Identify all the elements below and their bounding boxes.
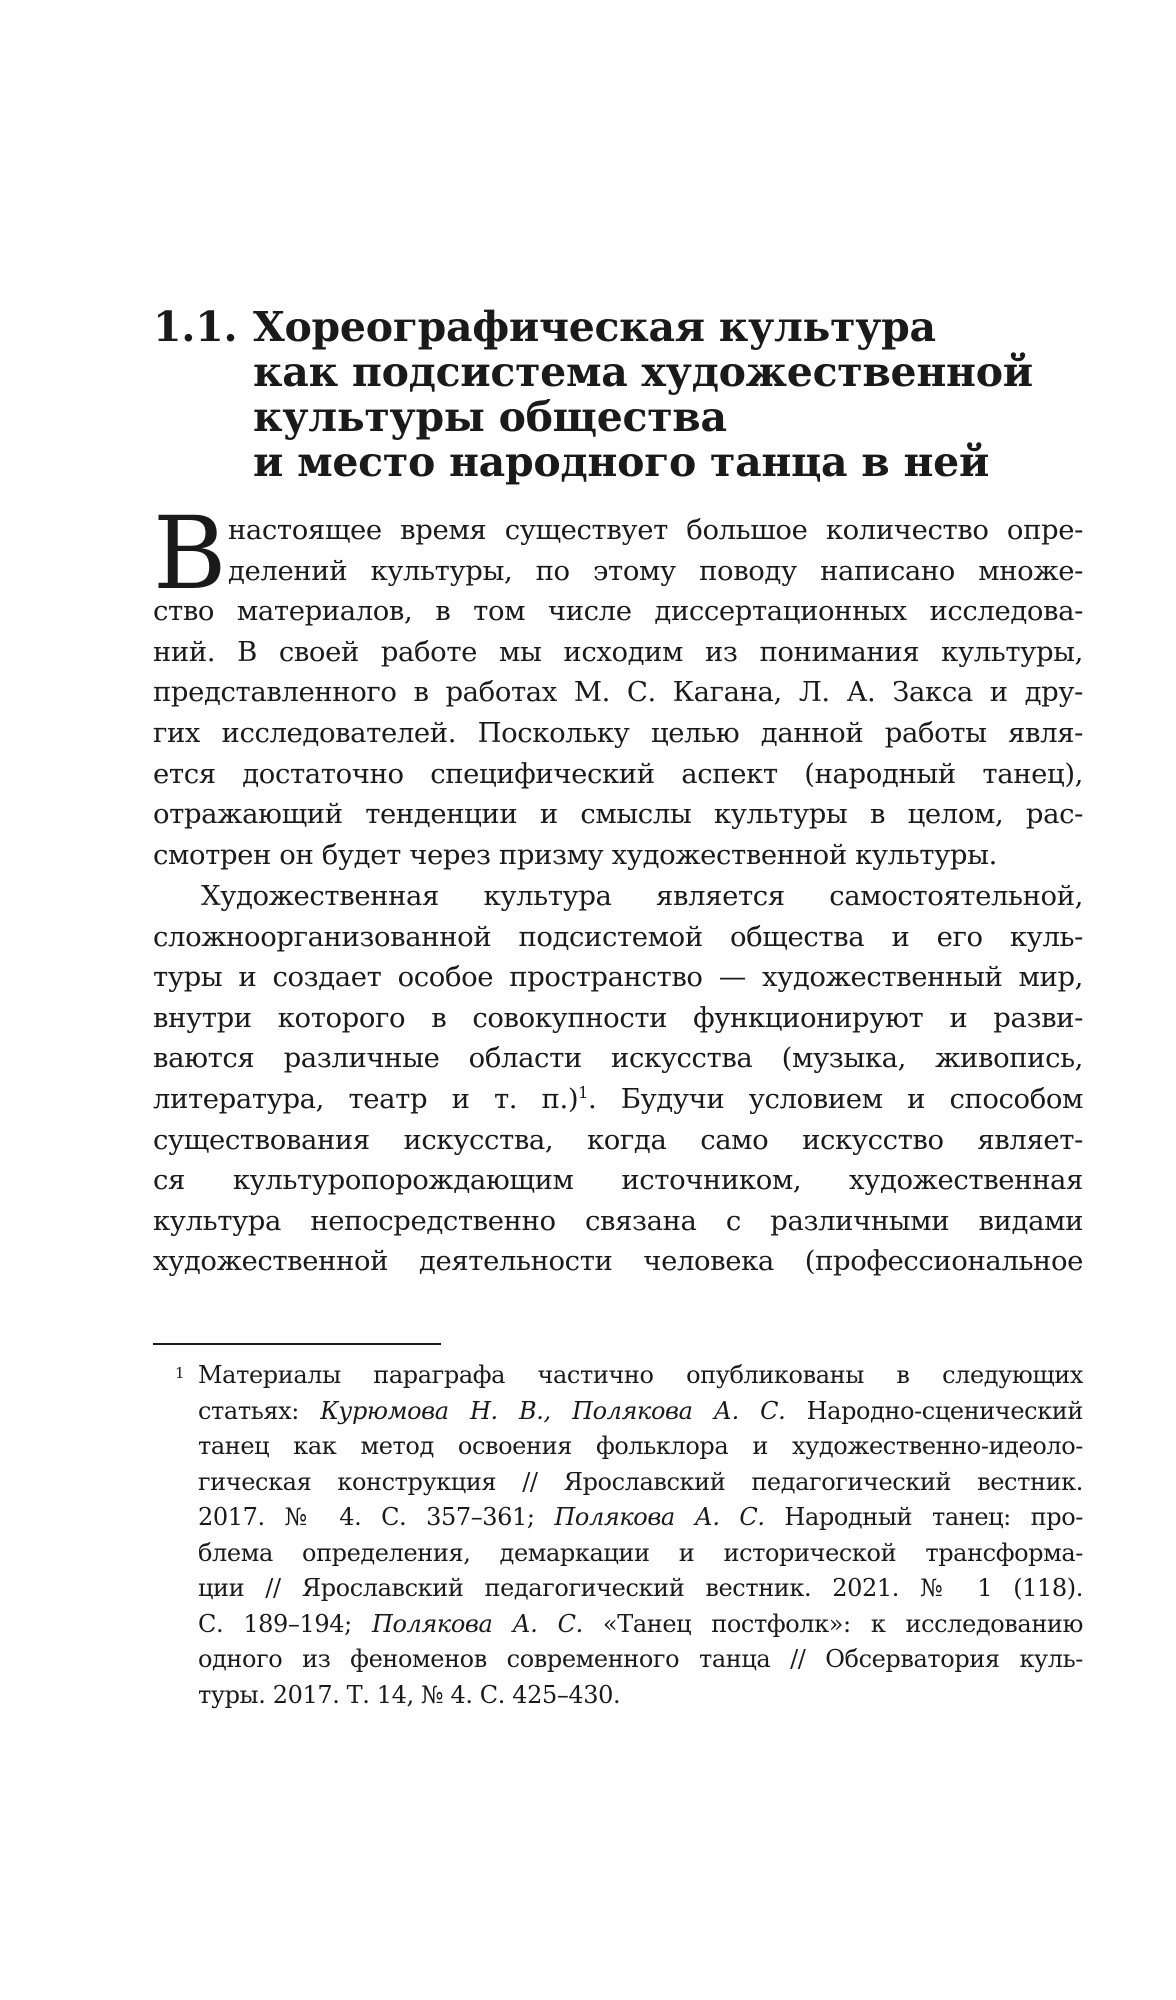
text-segment: литература, театр и т. п.) — [153, 1082, 579, 1115]
footnote-line — [153, 1607, 1083, 1643]
text-segment: статьях: — [198, 1396, 321, 1425]
footnote-line: туры. 2017. Т. 14, № 4. С. 425–430. — [198, 1680, 621, 1709]
section-title-line: культуры общества — [253, 393, 727, 441]
text-line: отражающий тенденции и смыслы культуры в целом, рас- — [153, 798, 1083, 831]
footnote-line — [153, 1394, 1083, 1430]
text-segment: Народный танец: про- — [764, 1503, 1083, 1531]
text-line: художественной деятельности человека (профессиональное — [153, 1245, 1083, 1278]
text-segment: «Танец постфолк»: к исследованию — [582, 1609, 1084, 1638]
footnote-marker: 1 — [175, 1364, 185, 1382]
text-segment: С. 189–194; — [198, 1609, 372, 1638]
text-line: гих исследователей. Поскольку целью данной работы явля- — [153, 716, 1083, 749]
paragraph-1 — [153, 495, 1083, 875]
footnote-line: блема определения, демаркации и исторической трансформа- — [198, 1538, 1083, 1567]
footnote-line: Материалы параграфа частично опубликованы в следующих — [198, 1361, 1083, 1389]
paragraph-2 — [153, 876, 1083, 1282]
section-title-line: Хореографическая культура — [253, 303, 936, 351]
text-line: ся культуропорождающим источником, художественная — [153, 1164, 1083, 1197]
author-names: Курюмова Н. В., Полякова А. С. — [320, 1396, 786, 1425]
footnote-line: ции // Ярославский педагогический вестник. 2021. № 1 (118). — [198, 1574, 1083, 1602]
footnote-line — [153, 1500, 1083, 1536]
footnote-line: танец как метод освоения фольклора и художественно-идеоло- — [198, 1432, 1083, 1460]
footnote — [153, 1358, 1083, 1713]
text-line: представленного в работах М. С. Кагана, Л. А. Закса и дру- — [153, 676, 1083, 709]
text-line: существования искусства, когда само искусство являет- — [153, 1123, 1083, 1156]
text-segment: Народно-сценический — [785, 1396, 1083, 1425]
author-names: Полякова А. С. — [554, 1503, 765, 1531]
section-title-line: как подсистема художественной — [253, 348, 1033, 396]
text-line: ство материалов, в том числе диссертационных исследова- — [153, 595, 1083, 628]
drop-cap: В — [153, 495, 227, 612]
text-line: Художественная культура является самостоятельной, — [201, 880, 1083, 912]
text-line: культура непосредственно связана с различными видами — [153, 1204, 1083, 1237]
text-line: делений культуры, по этому поводу написано множе- — [228, 554, 1083, 587]
text-line: туры и создает особое пространство — художественный мир, — [153, 961, 1083, 994]
text-line-with-footnote-ref — [153, 1079, 1083, 1120]
text-line: ний. В своей работе мы исходим из понимания культуры, — [153, 635, 1083, 668]
text-line: настоящее время существует большое количество опре- — [228, 514, 1083, 546]
author-names: Полякова А. С. — [371, 1609, 583, 1638]
footnote-line: гическая конструкция // Ярославский педагогический вестник. — [198, 1467, 1083, 1496]
text-line: внутри которого в совокупности функционируют и разви- — [153, 1001, 1083, 1034]
section-title — [253, 305, 1053, 485]
footnote-line: одного из феноменов современного танца // Обсерватория куль- — [198, 1645, 1083, 1673]
text-line: смотрен он будет через призму художественной культуры. — [153, 838, 997, 871]
footnote-divider — [153, 1343, 441, 1345]
section-title-line: и место народного танца в ней — [253, 438, 990, 486]
section-number: 1.1. — [153, 303, 238, 351]
text-line: ется достаточно специфический аспект (народный танец), — [153, 757, 1083, 790]
text-segment: 2017. № 4. С. 357–361; — [198, 1503, 555, 1531]
text-line: сложноорганизованной подсистемой общества и его куль- — [153, 920, 1083, 953]
text-segment: . Будучи условием и способом — [587, 1082, 1083, 1115]
footnote-ref[interactable]: 1 — [578, 1082, 588, 1102]
section-heading — [153, 305, 1053, 485]
text-line: ваются различные области искусства (музыка, живопись, — [153, 1042, 1083, 1075]
